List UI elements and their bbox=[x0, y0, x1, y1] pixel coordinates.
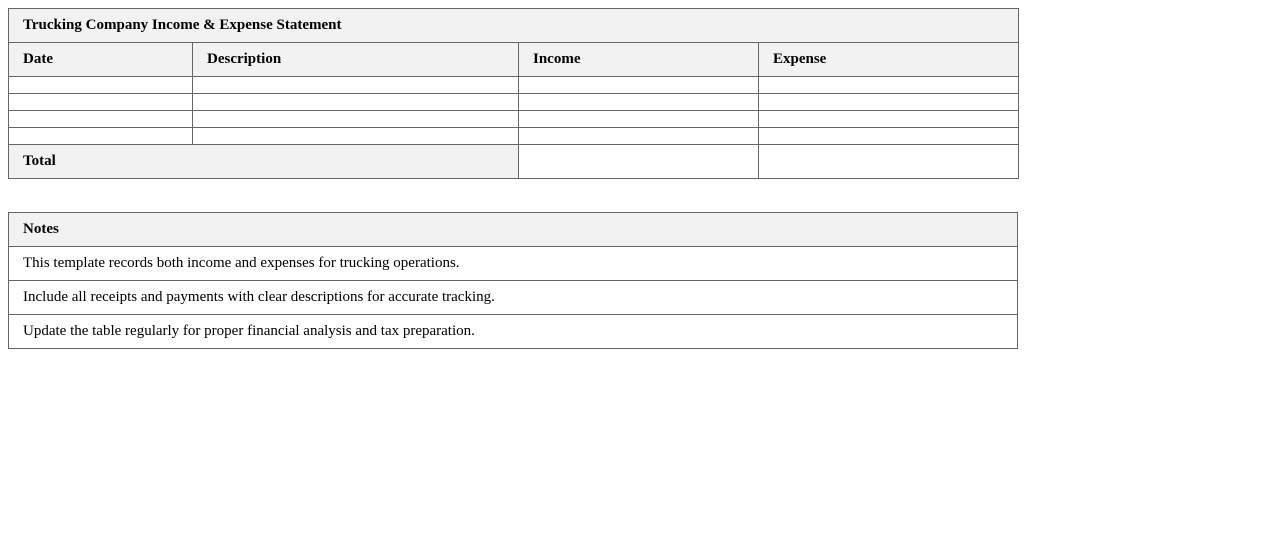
table-title: Trucking Company Income & Expense Statement bbox=[9, 9, 1019, 43]
income-cell bbox=[519, 94, 759, 111]
description-cell bbox=[193, 111, 519, 128]
income-cell bbox=[519, 77, 759, 94]
total-label: Total bbox=[9, 145, 519, 179]
description-cell bbox=[193, 77, 519, 94]
income-cell bbox=[519, 128, 759, 145]
expense-cell bbox=[759, 94, 1019, 111]
table-row bbox=[9, 77, 1019, 94]
total-expense-cell bbox=[759, 145, 1019, 179]
total-income-cell bbox=[519, 145, 759, 179]
table-row bbox=[9, 111, 1019, 128]
date-cell bbox=[9, 128, 193, 145]
income-cell bbox=[519, 111, 759, 128]
column-header-description: Description bbox=[193, 43, 519, 77]
column-header-income: Income bbox=[519, 43, 759, 77]
date-cell bbox=[9, 77, 193, 94]
description-cell bbox=[193, 94, 519, 111]
income-expense-table bbox=[8, 8, 1019, 179]
description-cell bbox=[193, 128, 519, 145]
note-item: This template records both income and expenses for trucking operations. bbox=[9, 247, 1018, 281]
note-item: Update the table regularly for proper financial analysis and tax preparation. bbox=[9, 315, 1018, 349]
notes-heading: Notes bbox=[9, 213, 1018, 247]
table-row bbox=[9, 94, 1019, 111]
column-header-date: Date bbox=[9, 43, 193, 77]
date-cell bbox=[9, 111, 193, 128]
table-row bbox=[9, 128, 1019, 145]
column-header-expense: Expense bbox=[759, 43, 1019, 77]
expense-cell bbox=[759, 111, 1019, 128]
note-item: Include all receipts and payments with clear descriptions for accurate tracking. bbox=[9, 281, 1018, 315]
total-row bbox=[9, 145, 1019, 179]
expense-cell bbox=[759, 77, 1019, 94]
notes-table bbox=[8, 212, 1018, 349]
expense-cell bbox=[759, 128, 1019, 145]
date-cell bbox=[9, 94, 193, 111]
